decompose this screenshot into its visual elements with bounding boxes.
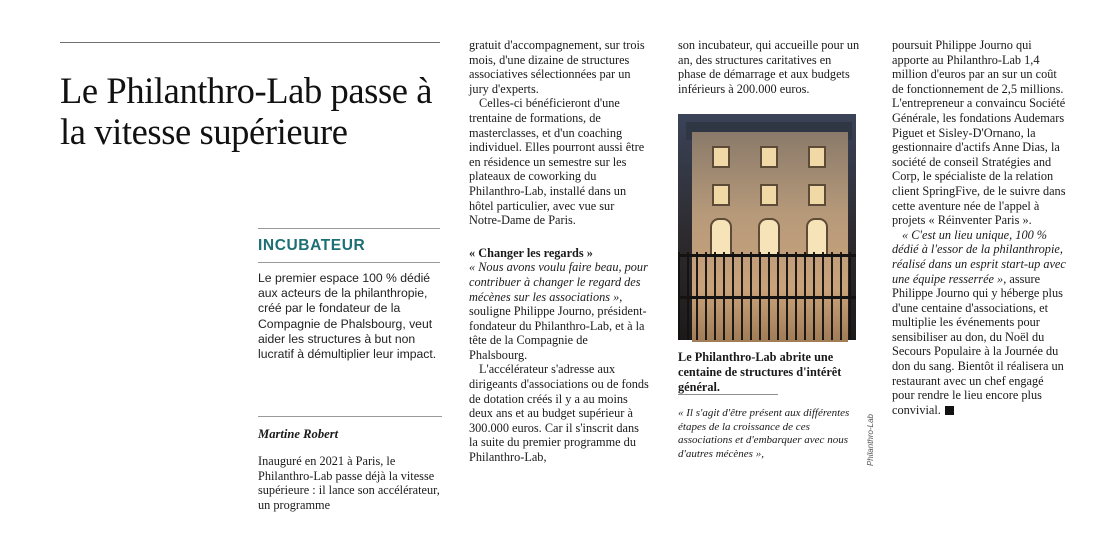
col1-paragraph: Inauguré en 2021 à Paris, le Philanthro-Lab passe déjà la vitesse supérieure : il lance son accélérateur, un programme [258,454,440,512]
column-1 [258,416,442,512]
col3-paragraph-1: son incubateur, qui accueille pour un an, des structures caritatives en phase de démarrage et aux budgets inférieurs à 200.000 euros. [678,38,860,96]
byline: Martine Robert [258,427,339,441]
lede-mid-rule [258,262,440,263]
col2-paragraph-2: Celles-ci bénéficieront d'une trentaine de formations, de masterclasses, et d'un coaching individuel. Elles pourront aussi être en résidence un semestre sur les plateaux de coworking du Philanthro-Lab, installé dans un hôtel particulier, avec vue sur Notre-Dame de Paris. [469,96,645,228]
col4-paragraph-1: poursuit Philippe Journo qui apporte au Philanthro-Lab 1,4 million d'euros par an sur un coût de fonctionnement de 2,5 millions. L'entrepreneur a convaincu Société Générale, les fondations Audemars Piguet et Sisley-D'Ornano, la gestionnaire d'actifs Anne Dias, la société de conseil Stratégies and Corp, le spécialiste de la relation client SpringFive, de le suivre dans cette aventure née de l'appel à projets « Réinventer Paris ». [892,38,1066,228]
photo-window [760,146,778,168]
col4-quote: « C'est un lieu unique, 100 % dédié à l'essor de la philanthropie, réalisé dans un esprit start-up avec une équipe resserrée » [892,227,1066,286]
pull-quote-rule [678,394,778,395]
col2-subhead: « Changer les regards » [469,245,593,260]
photo-window [712,184,730,206]
section-kicker: INCUBATEUR [258,237,366,254]
photo-window [808,146,826,168]
top-rule [60,42,440,43]
photo-arched-window [758,218,780,256]
col2-quote-attribution: , souligne Philippe Journo, président-fondateur du Philanthro-Lab, et à la tête de la Compagnie de Phalsbourg. [469,289,647,362]
col4-quote-attribution: , assure Philippe Journo qui y héberge plus d'une centaine d'associations, et multiplie les événements pour sensibiliser au don, du Noël du Secours Populaire à la Journée du don du sang. Bientôt il réalisera un restaurant avec un chef engagé pour rendre le lieu encore plus convivial. [892,271,1064,417]
pull-quote: « Il s'agit d'être présent aux différentes étapes de la croissance de ces associations et d'embarquer avec nous d'autres mécènes », [678,407,850,460]
column-3 [678,38,875,467]
article-headline: Le Philanthro-Lab passe à la vitesse supérieure [60,70,433,152]
column-4 [892,38,1067,417]
lede-box [258,228,440,362]
col2-quote: « Nous avons voulu faire beau, pour contribuer à changer le regard des mécènes sur les associations » [469,260,648,304]
col2-paragraph-4: L'accélérateur s'adresse aux dirigeants d'associations ou de fonds de dotation créés il y a au moins deux ans et au budget supérieur à 300.000 euros. Car il s'inscrit dans la suite du premier programme du Philanthro-Lab, [469,362,649,465]
photo-arched-window [710,218,732,256]
byline-rule [258,416,442,417]
article-lede: Le premier espace 100 % dédié aux acteurs de la philanthropie, créé par le fondateur de la Compagnie de Phalsbourg, veut aider les structures à but non lucratif à démultiplier leur impact. [258,271,437,362]
photo-window [808,184,826,206]
col2-paragraph-3 [469,260,649,362]
col2-paragraph-1: gratuit d'accompagnement, sur trois mois, d'une dizaine de structures associatives sélectionnées par un jury d'experts. [469,38,645,96]
photo-arched-window [806,218,828,256]
photo-gate-bar [678,296,856,299]
photo-credit: Philanthro-Lab [866,414,875,467]
photo-window [712,146,730,168]
photo-caption: Le Philanthro-Lab abrite une centaine de structures d'intérêt général. [678,350,842,394]
col4-paragraph-2 [892,228,1067,418]
photo-gate-bar [678,254,856,257]
column-2 [469,38,649,465]
photo-window [760,184,778,206]
end-of-article-mark [945,406,954,415]
lede-top-rule [258,228,440,229]
